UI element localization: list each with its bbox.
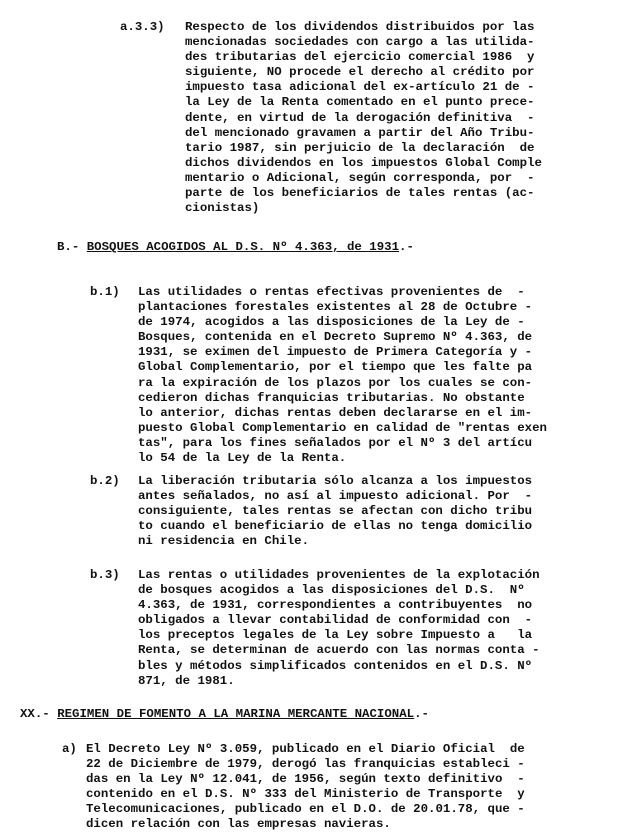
text-line: parte de los beneficiarios de tales rentas (ac- [185,186,535,201]
text-line: impuesto tasa adicional del ex-artículo 21 de - [185,80,535,95]
text-line: ni residencia en Chile. [138,534,310,549]
paragraph-body [138,568,540,689]
text-line: dicen relación con las empresas navieras. [86,817,391,832]
paragraph-body [86,742,525,833]
text-line: Las rentas o utilidades provenientes de la explotación [138,568,540,582]
text-line: Las utilidades o rentas efectivas provenientes de - [138,285,525,299]
text-line: to cuando el beneficiario de ellas no tenga domicilio [138,519,533,534]
text-line: antes señalados, no así al impuesto adicional. Por - [138,489,533,504]
section-title: BOSQUES ACOGIDOS AL D.S. Nº 4.363, de 1931 [86,240,400,254]
paragraph-label: b.3) [90,568,120,582]
text-line: del mencionado gravamen a partir del Año Tribu- [185,125,535,140]
text-line: dente, en virtud de la derogación definitiva - [185,110,535,125]
section-suffix: .- [399,240,414,254]
text-line: lo anterior, dichas rentas deben declararse en el im- [138,405,533,420]
text-line: El Decreto Ley Nº 3.059, publicado en el Diario Oficial de [86,742,525,756]
text-line: dichos dividendos en los impuestos Global Comple [185,155,542,170]
text-line: consiguiente, tales rentas se afectan con dicho tribu [138,504,533,519]
text-line: des tributarias del ejercicio comercial 1986 y [185,50,535,65]
text-line: 1931, se eximen del impuesto de Primera Categoría y - [138,345,533,360]
text-line: 871, de 1981. [138,673,235,688]
text-line: cedieron dichas franquicias tributarias. No obstante [138,390,525,405]
text-line: bles y métodos simplificados contenidos en el D.S. Nº [138,658,533,673]
text-line: la Ley de la Renta comentado en el punto prece- [185,95,535,110]
paragraph-label: a) [62,742,77,756]
text-line: das en la Ley Nº 12.041, de 1956, según texto definitivo - [86,772,525,787]
text-line: Global Complementario, por el tiempo que les falte pa [138,360,533,375]
text-line: siguiente, NO procede el derecho al crédito por [185,65,535,80]
text-line: 22 de Diciembre de 1979, derogó las franquicias estableci - [86,757,525,772]
section-suffix: .- [414,707,429,721]
text-line: tario 1987, sin perjuicio de la declaración de [185,140,535,155]
text-line: tas", para los fines señalados por el Nº 3 del artícu [138,435,533,450]
text-line: Bosques, contenida en el Decreto Supremo Nº 4.363, de [138,330,533,345]
text-line: Respecto de los dividendos distribuidos por las [185,20,535,34]
section-prefix: XX.- [20,707,58,721]
text-line: plantaciones forestales existentes al 28 de Octubre - [138,300,533,315]
paragraph-label: b.2) [90,474,120,488]
section-prefix: B.- [57,240,87,254]
text-line: cionistas) [185,201,260,216]
text-line: puesto Global Complementario en calidad de "rentas exen [138,420,547,435]
section-heading-b [57,240,414,255]
text-line: ra la expiración de los plazos por los cuales se con- [138,375,533,390]
text-line: Renta, se determinan de acuerdo con las normas conta - [138,643,540,658]
text-line: de bosques acogidos a las disposiciones del D.S. Nº [138,583,525,598]
section-title: REGIMEN DE FOMENTO A LA MARINA MERCANTE NACIONAL [57,707,415,721]
text-line: contenido en el D.S. Nº 333 del Ministerio de Transporte y [86,787,525,802]
text-line: Telecomunicaciones, publicado en el D.O. de 20.01.78, que - [86,802,525,817]
paragraph-label: b.1) [90,285,120,299]
paragraph-body [185,20,542,216]
text-line: mencionadas sociedades con cargo a las utilida- [185,35,535,50]
paragraph-body [138,474,532,549]
section-heading-xx [20,707,429,722]
paragraph-label: a.3.3) [120,20,165,34]
text-line: de 1974, acogidos a las disposiciones de la Ley de - [138,315,525,330]
text-line: 4.363, de 1931, correspondientes a contribuyentes no [138,598,533,613]
text-line: mentario o Adicional, según corresponda, por - [185,170,535,185]
paragraph-body [138,285,547,466]
text-line: La liberación tributaria sólo alcanza a los impuestos [138,474,533,488]
text-line: obligados a llevar contabilidad de conformidad con - [138,613,533,628]
text-line: los preceptos legales de la Ley sobre Impuesto a la [138,628,533,643]
text-line: lo 54 de la Ley de la Renta. [138,451,347,466]
